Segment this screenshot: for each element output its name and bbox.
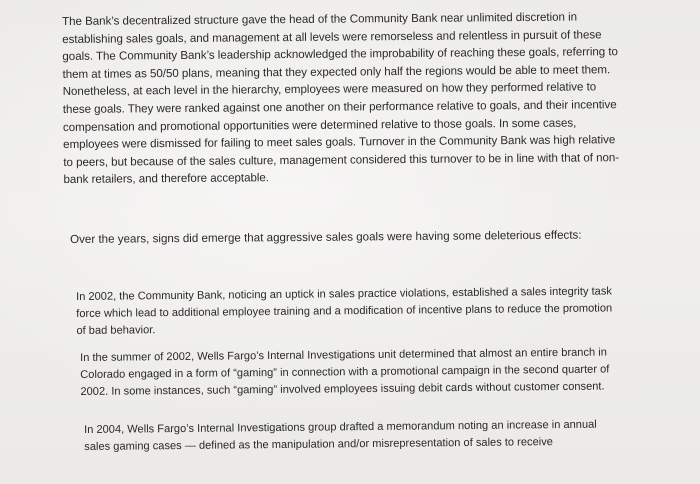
list-item: In 2002, the Community Bank, noticing an uptick in sales practice violations, established a sales integrity task force which lead to additional employee training and a modification of incentive plans to reduce the promotion of bad behavior.: [76, 285, 613, 337]
list-item: In the summer of 2002, Wells Fargo’s Internal Investigations unit determined that almost an entire branch in Colorado engaged in a form of “gaming” in connection with a promotional campaign in the second quarter of 2002. In some instances, such “gaming” involved employees issuing debit cards without customer consent.: [80, 346, 610, 398]
main-text-block: [62, 10, 622, 189]
main-paragraph: The Bank’s decentralized structure gave the head of the Community Bank near unlimited discretion in establishing sales goals, and management at all levels were remorseless and relentless in pursuit of these goals. The Community Bank’s leadership acknowledged the improbability of reaching these goals, referring to them at times as 50/50 plans, meaning that they expected only half the regions would be able to meet them. Nonetheless, at each level in the hierarchy, employees were measured on how they performed relative to these goals. They were ranked against one another on their performance relative to goals, and their incentive compensation and promotional opportunities were determined relative to those goals. In some cases, employees were dismissed for failing to meet sales goals. Turnover in the Community Bank was high relative to peers, but because of the sales culture, management considered this turnover to be in line with that of non-bank retailers, and therefore acceptable.: [62, 10, 620, 187]
list-item: In 2004, Wells Fargo’s Internal Investigations group drafted a memorandum noting an increase in annual sales gaming cases — defined as the manipulation and/or misrepresentation of sales to receive: [84, 418, 597, 453]
intro-paragraph: Over the years, signs did emerge that aggressive sales goals were having some deleterious effects:: [70, 228, 582, 246]
